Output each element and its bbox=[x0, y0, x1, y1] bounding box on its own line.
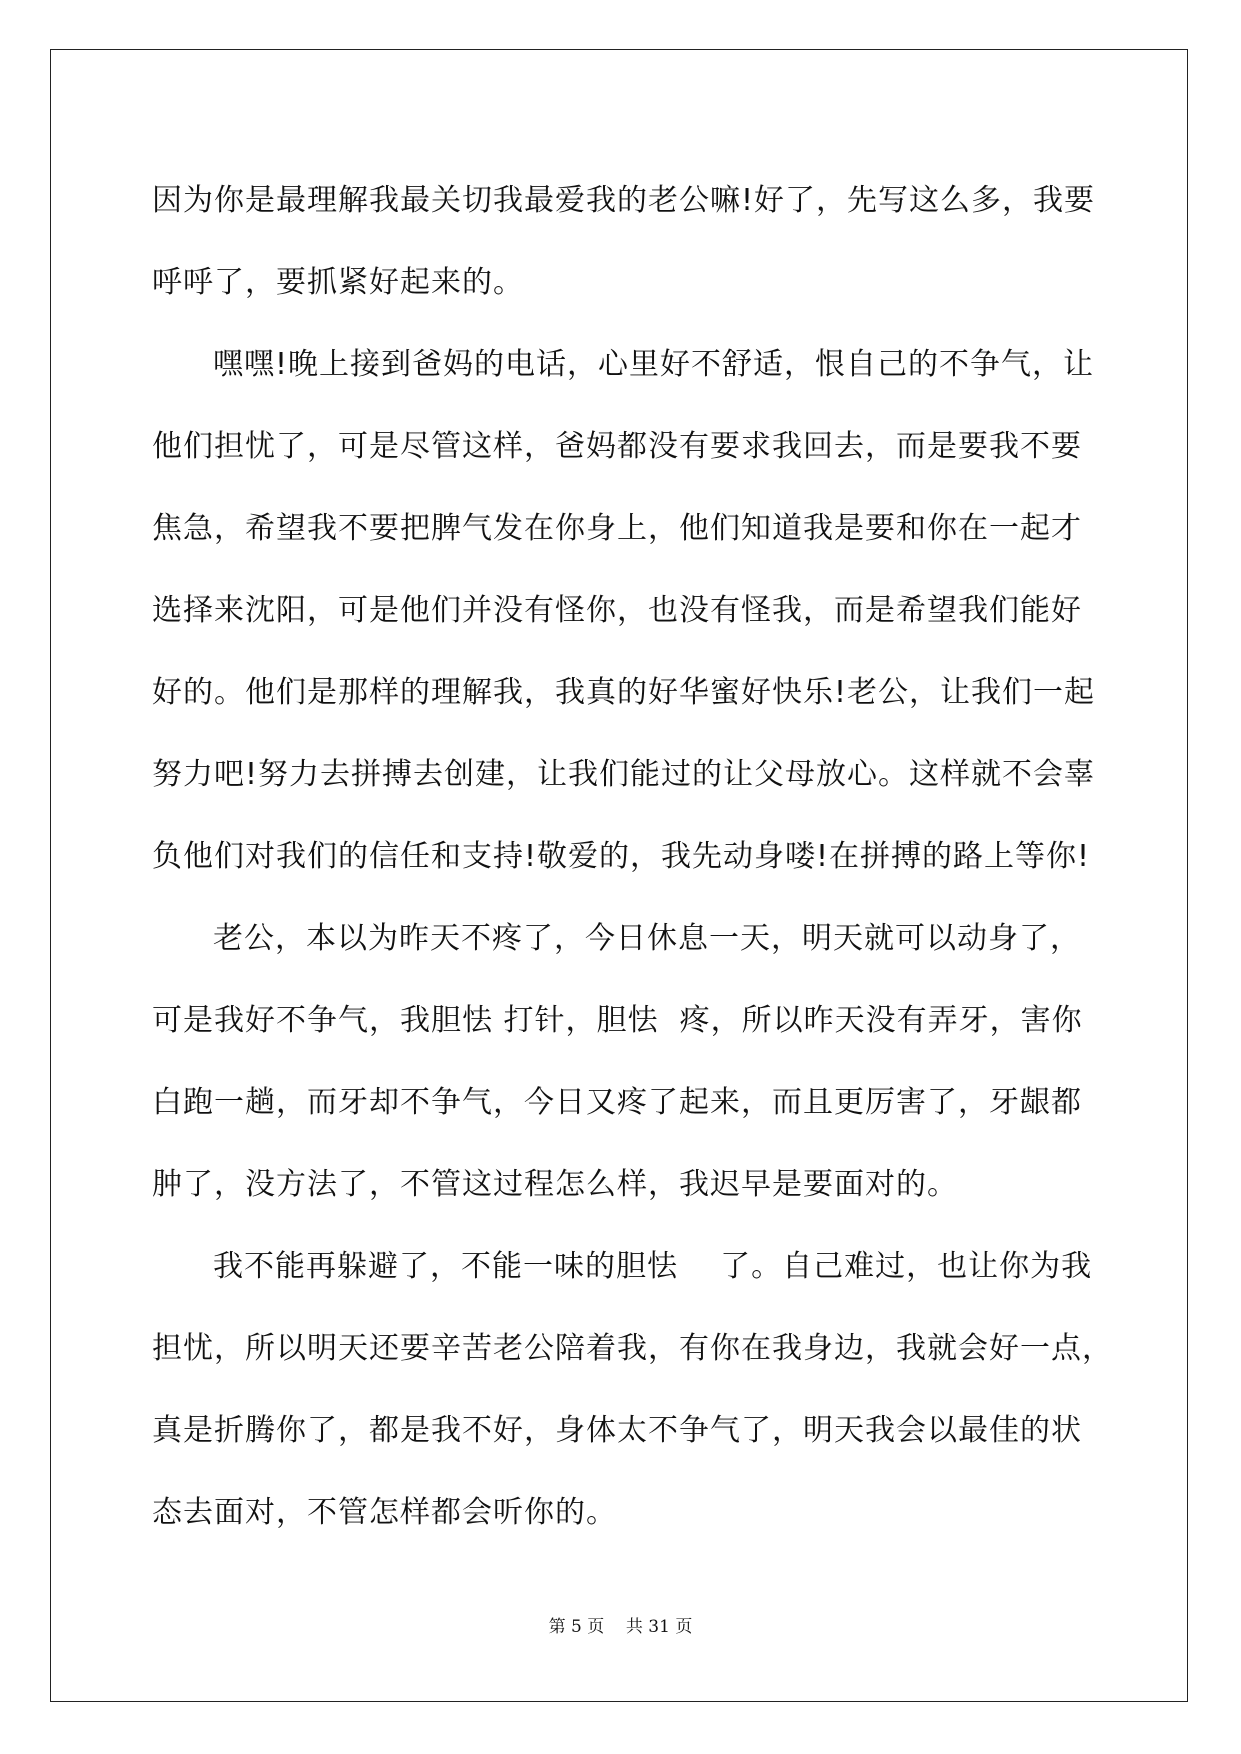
text-line: 选择来沈阳，可是他们并没有怪你，也没有怪我，而是希望我们能好 bbox=[152, 593, 1082, 628]
text-line: 努力吧!努力去拼搏去创建，让我们能过的让父母放心。这样就不会辜 bbox=[152, 757, 1096, 792]
text-line: 负他们对我们的信任和支持!敬爱的，我先动身喽!在拼搏的路上等你! bbox=[152, 839, 1091, 874]
text-line: 他们担忧了，可是尽管这样，爸妈都没有要求我回去，而是要我不要 bbox=[152, 429, 1082, 464]
text-line: 真是折腾你了，都是我不好，身体太不争气了，明天我会以最佳的状 bbox=[152, 1413, 1082, 1448]
text-line: 呼呼了，要抓紧好起来的。 bbox=[152, 265, 524, 300]
paragraph-first-line: 老公，本以为昨天不疼了，今日休息一天，明天就可以动身了， bbox=[213, 921, 1081, 956]
page-number-footer: 第 5 页 共 31 页 bbox=[548, 1617, 693, 1637]
text-line: 态去面对，不管怎样都会听你的。 bbox=[152, 1495, 617, 1530]
text-line: 肿了，没方法了，不管这过程怎么样，我迟早是要面对的。 bbox=[152, 1167, 958, 1202]
text-line: 好的。他们是那样的理解我，我真的好华蜜好快乐!老公，让我们一起 bbox=[152, 675, 1096, 710]
text-line: 担忧，所以明天还要辛苦老公陪着我，有你在我身边，我就会好一点， bbox=[152, 1331, 1113, 1366]
text-line: 白跑一趟，而牙却不争气，今日又疼了起来，而且更厉害了，牙龈都 bbox=[152, 1085, 1082, 1120]
text-line: 因为你是最理解我最关切我最爱我的老公嘛!好了，先写这么多，我要 bbox=[152, 183, 1096, 218]
text-line: 焦急，希望我不要把脾气发在你身上，他们知道我是要和你在一起才 bbox=[152, 511, 1082, 546]
paragraph-first-line: 嘿嘿!晚上接到爸妈的电话，心里好不舒适，恨自己的不争气，让 bbox=[213, 347, 1095, 382]
paragraph-first-line: 我不能再躲避了，不能一味的胆怯 了。自己难过，也让你为我 bbox=[213, 1249, 1093, 1284]
document-body bbox=[152, 160, 1113, 1554]
text-line: 可是我好不争气，我胆怯 打针，胆怯 疼，所以昨天没有弄牙，害你 bbox=[152, 1003, 1083, 1038]
